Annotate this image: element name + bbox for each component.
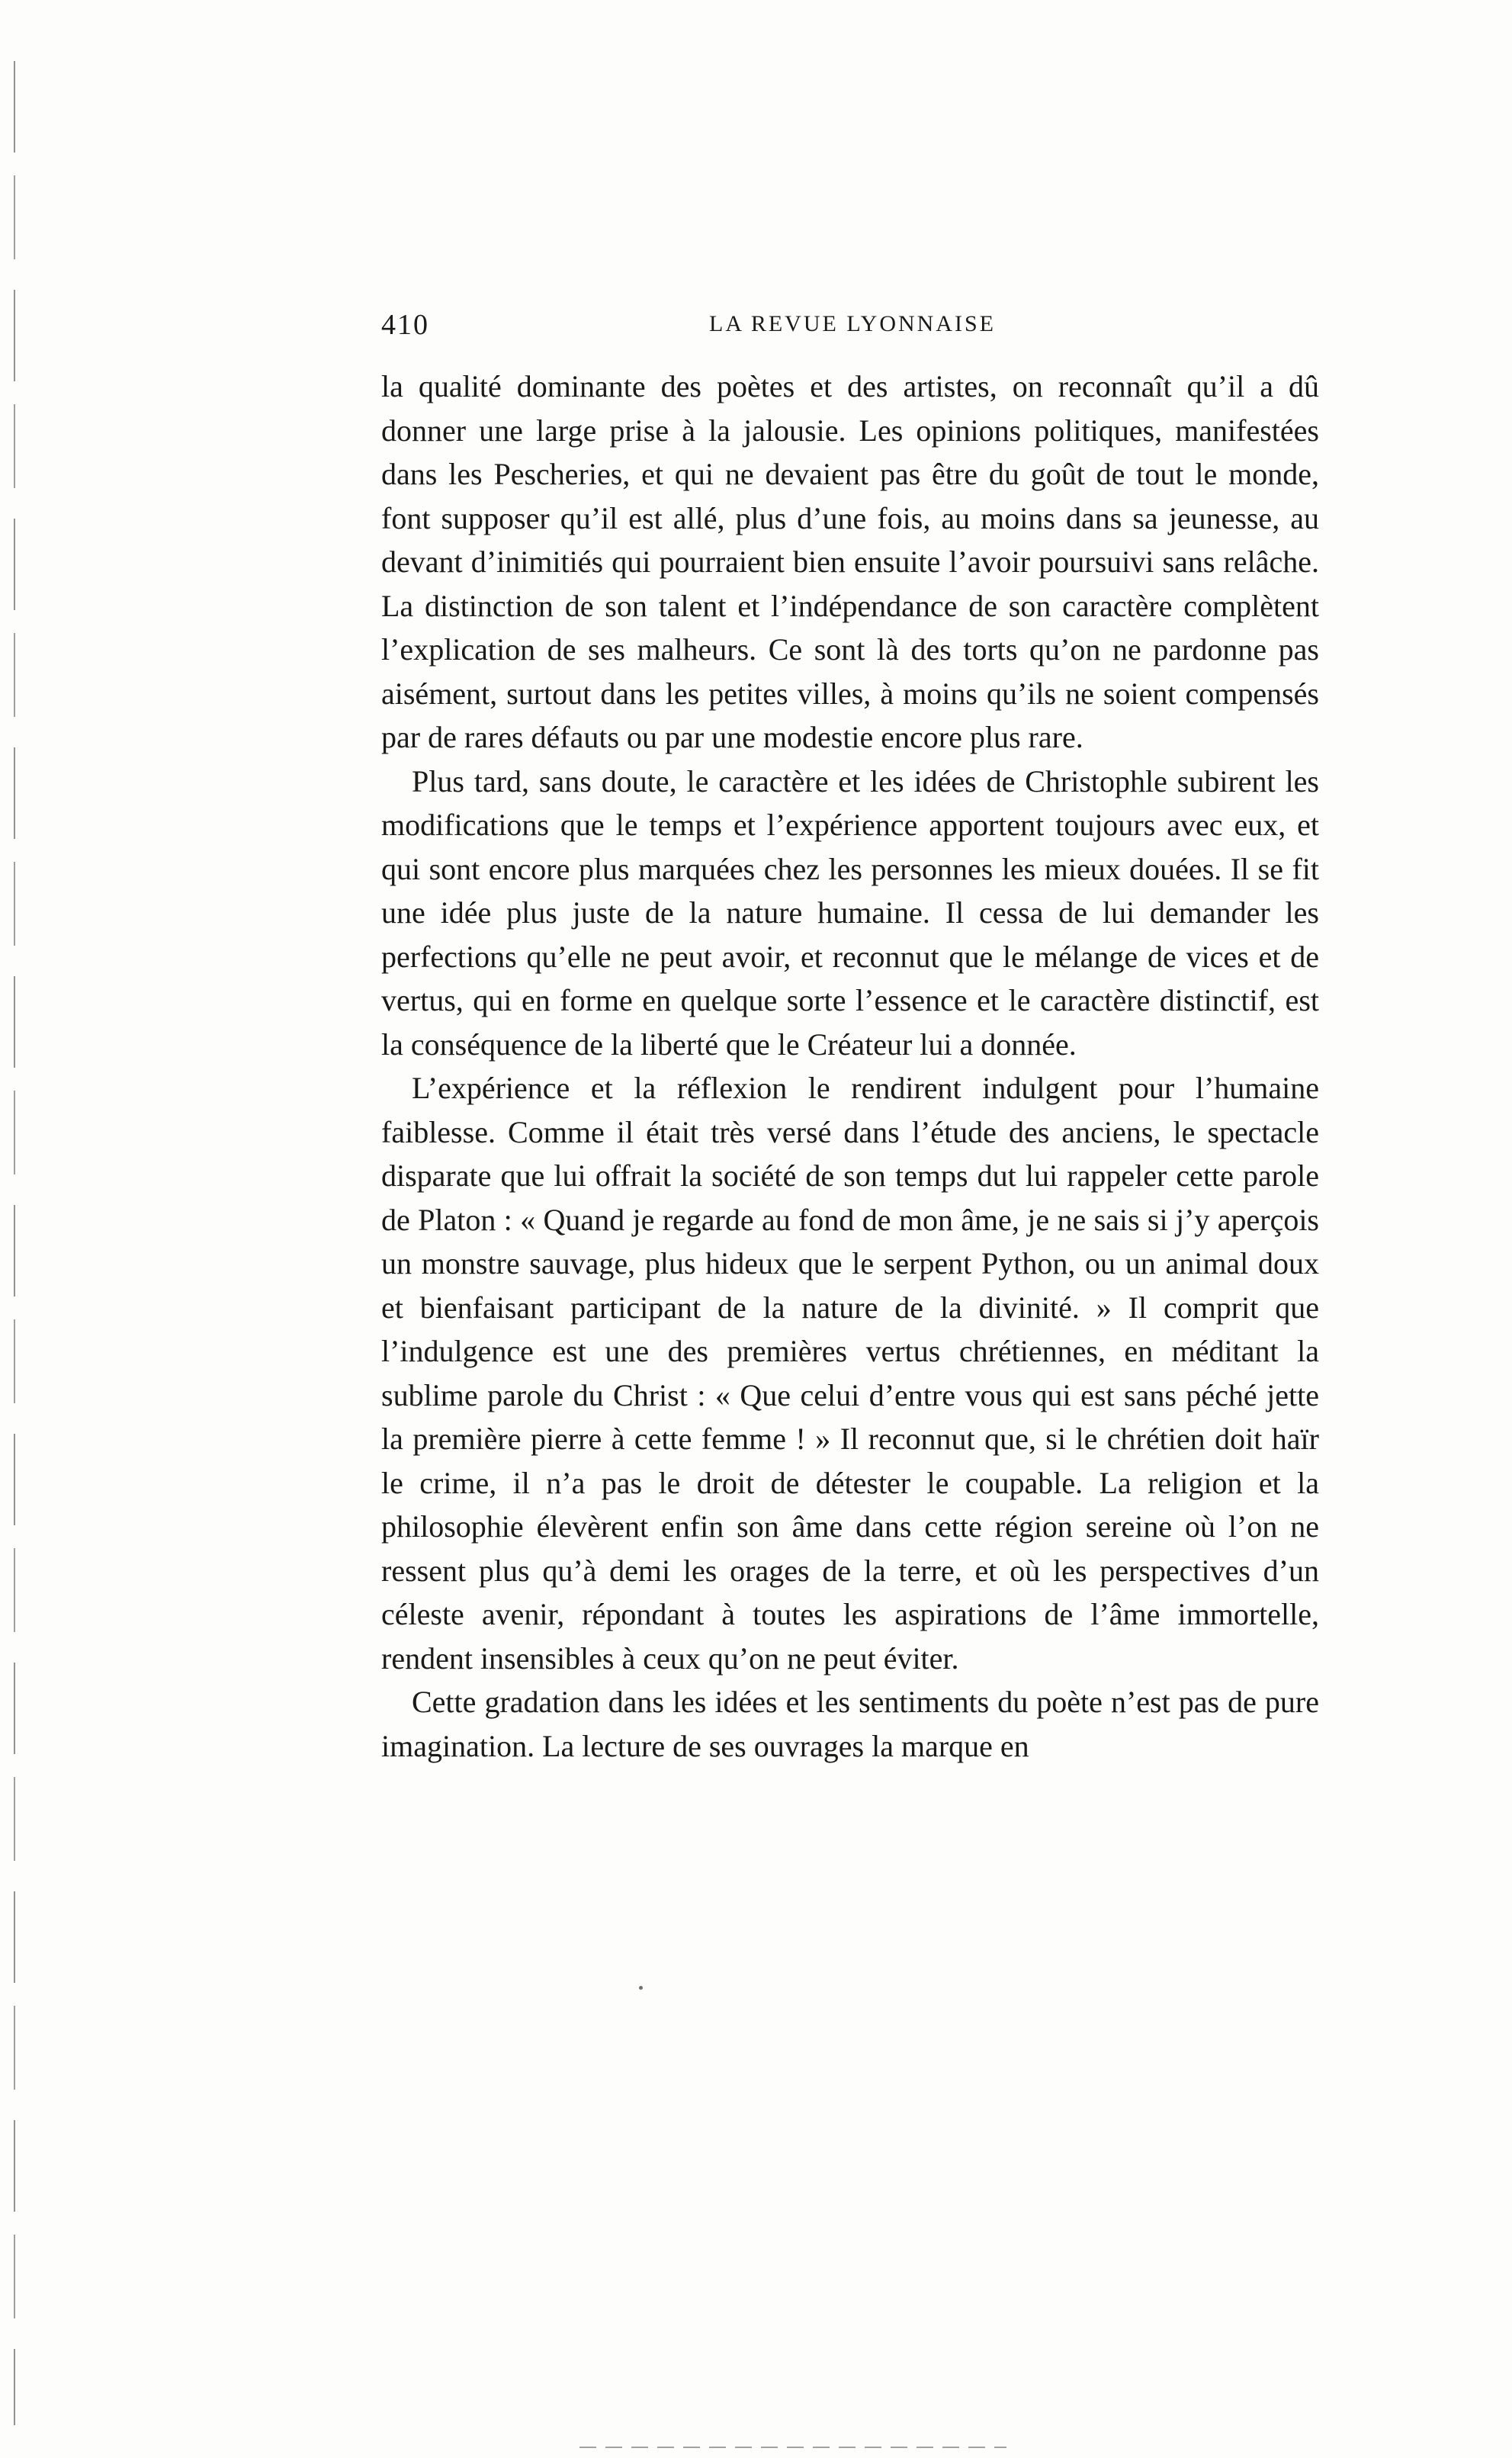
paragraph-continued: la qualité dominante des poètes et des artistes, on reconnaît qu’il a dû donner une large prise à la jalousie. Les opinions politiques, manifestées dans les Pescheries, et qui ne devaient pas être du goût de tout le monde, font supposer qu’il est allé, plus d’une fois, au moins dans sa jeunesse, au devant d’inimitiés qui pourraient bien ensuite l’avoir poursuivi sans relâche. La distinction de son talent et l’indépendance de son caractère complètent l’explication de ses malheurs. Ce sont là des torts qu’on ne pardonne pas aisément, surtout dans les petites villes, à moins qu’ils ne soient compensés par de rares défauts ou par une modestie encore plus rare. [381,369,1319,754]
bottom-edge-artifact [579,2447,1006,2448]
binding-edge-artifact [14,61,15,2425]
ink-speck [639,1986,643,1990]
paragraph-christophle-ideas: Plus tard, sans doute, le caractère et les idées de Christophle subirent les modifications que le temps et l’expérience apportent toujours avec eux, et qui sont encore plus marquées chez les personnes les mieux douées. Il se fit une idée plus juste de la nature humaine. Il cessa de lui demander les perfections qu’elle ne peut avoir, et reconnut que le mélange de vices et de vertus, qui en forme en quelque sorte l’essence et le caractère distinctif, est la conséquence de la liberté que le Créateur lui a donnée. [381,763,1319,1062]
running-head [381,308,1311,354]
journal-title: LA REVUE LYONNAISE [709,311,996,336]
page-number: 410 [381,309,429,341]
paragraph-experience-reflexion: L’expérience et la réflexion le rendirent indulgent pour l’humaine faiblesse. Comme il était très versé dans l’étude des anciens, le spectacle disparate que lui offrait la société de son temps dut lui rappeler cette parole de Platon : « Quand je regarde au fond de mon âme, je ne sais si j’y aperçois un monstre sauvage, plus hideux que le serpent Python, ou un animal doux et bienfaisant participant de la nature de la divinité. » Il comprit que l’indulgence est une des premières vertus chrétiennes, en méditant la sublime parole du Christ : « Que celui d’entre vous qui est sans péché jette la première pierre à cette femme ! » Il reconnut que, si le chrétien doit haïr le crime, il n’a pas le droit de détester le coupable. La religion et la philosophie élevèrent enfin son âme dans cette région sereine où l’on ne ressent plus qu’à demi les orages de la terre, et où les perspectives d’un céleste avenir, répondant à toutes les aspirations de l’âme immortelle, rendent insensibles à ceux qu’on ne peut éviter. [381,1071,1319,1676]
body-text [381,365,1319,1768]
paragraph-gradation: Cette gradation dans les idées et les sentiments du poète n’est pas de pure imagination. La lecture de ses ouvrages la marque en [381,1685,1319,1763]
